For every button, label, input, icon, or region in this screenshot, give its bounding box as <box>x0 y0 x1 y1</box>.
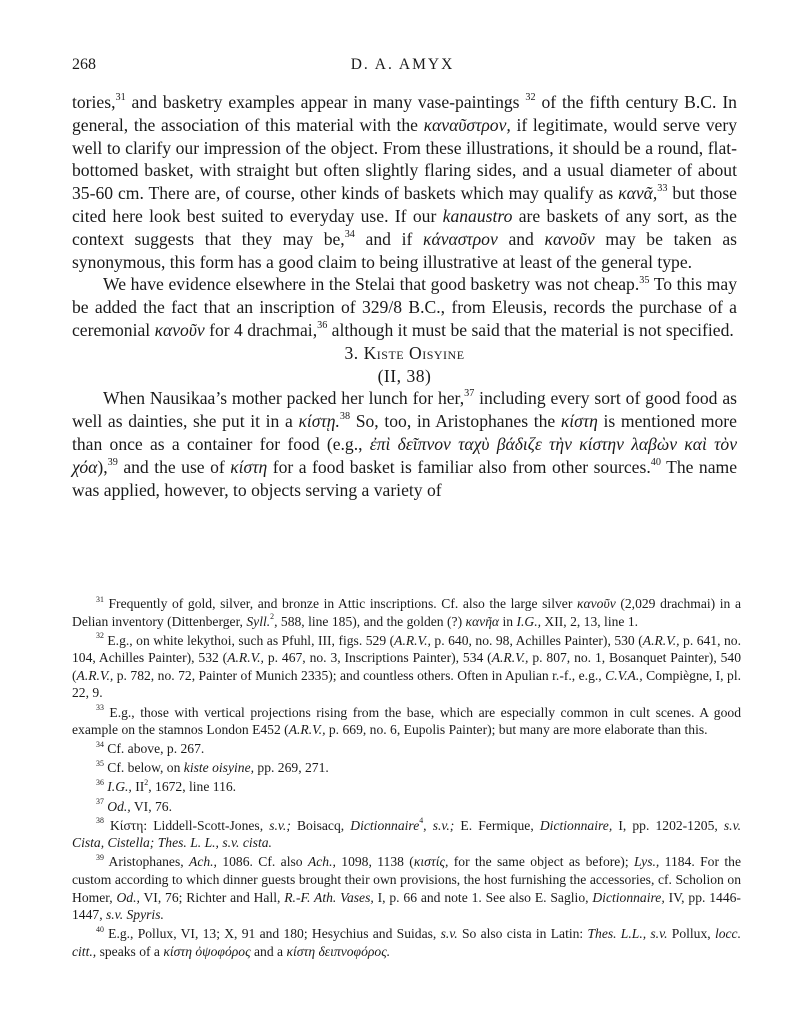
text-span: tories, <box>72 92 116 112</box>
citation-title: A.R.V., <box>227 650 264 666</box>
era-abbrev: B.C. <box>684 92 717 112</box>
italic-term: locc. citt., <box>72 926 741 959</box>
text-span: VI, 76; Richter and Hall, <box>139 889 285 905</box>
text-span: 1086. Cf. also <box>216 854 308 870</box>
citation-title: Lys., <box>634 854 660 870</box>
section-reference: (II, 38) <box>377 365 432 386</box>
edition-number: 4 <box>419 816 424 826</box>
citation-title: A.R.V., <box>288 722 326 738</box>
text-span: and the use of <box>117 456 231 477</box>
text-span: , <box>423 817 433 833</box>
edition-number: 2 <box>144 778 149 788</box>
text-span: II <box>131 779 145 795</box>
running-head: D. A. AMYX <box>350 56 455 73</box>
text-span: although it must be said that the material is not specified. <box>327 319 734 340</box>
text-span: E.g., Pollux, VI, 13; X, 91 and 180; Hesychius and Suidas, <box>103 926 441 942</box>
italic-term: s.v. <box>440 926 458 942</box>
text-span: speaks of a <box>96 943 164 959</box>
citation-title: I.G., <box>516 613 541 629</box>
footnote-number: 35 <box>96 759 104 769</box>
greek-term: κίστη <box>230 456 268 477</box>
body-paragraph-1 <box>72 91 737 273</box>
citation-title: Syll. <box>246 613 271 629</box>
text-span: from Eleusis, records the purchase of a ceremonial <box>72 297 737 340</box>
text-span: p. 640, no. 98, Achilles Painter), 530 ( <box>430 632 643 648</box>
footnote-ref[interactable]: 31 <box>115 92 126 104</box>
text-span: E. Fermique, <box>454 817 540 833</box>
citation-title: Od., <box>116 889 140 905</box>
footnote-ref[interactable]: 37 <box>464 388 475 400</box>
text-span: p. 641, no. 104, Achilles Painter), 532 ( <box>72 632 741 666</box>
footnote-number: 38 <box>96 816 104 826</box>
greek-term: κίστη ὀψοφόρος <box>163 943 251 959</box>
greek-term: κίστη δειπνοφόρος. <box>286 943 391 959</box>
citation-title: Ach., <box>189 854 217 870</box>
footnote-40 <box>72 925 741 960</box>
body-text <box>72 91 737 501</box>
text-span: So, too, in Aristophanes the <box>350 411 561 432</box>
greek-term: κανοῦν <box>154 319 205 340</box>
text-span: including every sort of good food as well as dainties, she put it in a <box>72 388 737 432</box>
greek-term: κίστῃ. <box>298 411 340 432</box>
italic-term: s.v. cista. <box>222 835 272 851</box>
footnote-number: 36 <box>96 778 104 788</box>
footnote-36 <box>72 778 741 796</box>
body-paragraph-2 <box>72 273 737 341</box>
footnote-ref[interactable]: 32 <box>525 92 536 104</box>
footnote-ref[interactable]: 39 <box>107 456 118 468</box>
text-span: p. 782, no. 72, Painter of Munich 2335); and countless others. Often in Apulian r.-f., e.g., <box>113 667 606 683</box>
footnote-ref[interactable]: 36 <box>317 320 328 332</box>
text-span: 1184. For the custom according to which dinner guests brought their own provisions, the host furnishing the accessories, cf. Scholion on Homer, <box>72 854 741 905</box>
citation-title: Dictionnaire, <box>592 889 665 905</box>
greek-term: κανᾶ, <box>618 183 658 204</box>
text-span: Cf. below, on <box>103 760 184 776</box>
italic-term: s.v. Spyris. <box>105 907 164 923</box>
text-span: , 1672, line 116. <box>148 779 237 795</box>
text-span: I, pp. 1202-1205, <box>612 817 724 833</box>
section-heading: 3. Kiste Oisyine <box>344 342 465 363</box>
text-span: and if <box>354 228 424 249</box>
greek-term: κανῆα <box>465 613 500 629</box>
greek-term: καναῦστρον, <box>423 114 511 135</box>
footnote-32 <box>72 632 741 702</box>
citation-title: Thes. L. L., <box>157 835 219 851</box>
text-span: Compiègne, I, pl. 22, 9. <box>72 667 741 701</box>
text-span: XII, 2, 13, line 1. <box>541 613 639 629</box>
text-span: E.g., those with vertical projections rising from the base, which are especially common in cult scenes. A good example on the stamnos London E452 ( <box>72 704 741 738</box>
text-span: for 4 drachmai, <box>204 319 318 340</box>
text-span: in <box>499 613 517 629</box>
greek-term: κιστίς, <box>413 854 449 870</box>
footnote-38 <box>72 817 741 852</box>
citation-title: R.-F. Ath. Vases, <box>284 889 374 905</box>
text-span: So also cista in Latin: <box>457 926 588 942</box>
footnote-ref[interactable]: 38 <box>339 411 351 423</box>
text-span: p. 807, no. 1, Bosanquet Painter), 540 ( <box>72 650 741 683</box>
text-span: E.g., on white lekythoi, such as Pfuhl, III, figs. 529 ( <box>103 632 395 648</box>
text-span: In general, the association of this material with the <box>72 92 737 135</box>
citation-title: C.V.A., <box>605 667 643 683</box>
footnote-34 <box>72 740 741 758</box>
text-span: and a <box>250 943 287 959</box>
footnote-number: 32 <box>96 631 104 641</box>
text-span: is mentioned more than once as a container for food (e.g., <box>72 411 737 454</box>
text-span: p. 669, no. 6, Eupolis Painter); but many are more elaborate than this. <box>325 722 708 738</box>
greek-term: κίστη <box>560 411 598 432</box>
text-span: The name was applied, however, to objects serving a variety of <box>72 456 738 500</box>
text-span: ), <box>97 456 108 477</box>
italic-term: s.v. Cista, Cistella; <box>72 817 742 851</box>
text-span: Κίστη: Liddell-Scott-Jones, <box>103 817 270 833</box>
italic-term: kiste oisyine, <box>183 760 255 776</box>
citation-title: A.R.V., <box>76 667 114 683</box>
greek-term: κανοῦν <box>544 228 595 249</box>
text-span: When Nausikaa’s mother packed her lunch for her, <box>103 388 465 409</box>
text-span: (2,029 drachmai) in a Delian inventory (Dittenberger, <box>72 596 741 629</box>
era-abbrev: B.C., <box>408 297 446 318</box>
citation-title: I.G., <box>107 779 132 795</box>
text-span: Boisacq, <box>290 817 351 833</box>
greek-term: κανοῦν <box>576 596 616 611</box>
page-header <box>72 56 733 78</box>
footnote-number: 37 <box>96 797 104 807</box>
text-span: of the fifth century <box>535 92 685 112</box>
citation-title: Od., <box>107 798 131 814</box>
footnote-ref[interactable]: 34 <box>344 228 355 240</box>
citation-title: Ach., <box>307 854 336 870</box>
footnote-35 <box>72 759 741 777</box>
footnote-number: 40 <box>96 924 104 934</box>
italic-term: s.v.; <box>432 817 455 833</box>
text-span: To this may be added the fact that an inscription of 329/8 <box>72 274 737 318</box>
greek-term: κάναστρον <box>423 228 498 249</box>
citation-title: A.R.V., <box>491 650 529 666</box>
citation-title: A.R.V., <box>394 632 431 648</box>
text-span: pp. 269, 271. <box>254 760 329 776</box>
text-span: VI, 76. <box>130 798 172 814</box>
citation-title: A.R.V., <box>642 632 680 648</box>
footnote-ref[interactable]: 33 <box>657 183 668 195</box>
footnote-39 <box>72 853 741 923</box>
page-number: 268 <box>72 56 96 73</box>
footnote-31 <box>72 595 741 630</box>
footnote-number: 39 <box>96 853 104 862</box>
edition-number: 2 <box>270 612 275 622</box>
text-span: if legitimate, would serve very well to clarify our impression of the object. From these illustrations, it should be a round, flat-bottomed basket, with straight but often slightly flaring sides, and a usual diameter of about 35-60 cm. There are, of course, other kinds of baskets which may qualify as <box>72 114 737 204</box>
text-span: I, p. 66 and note 1. See also E. Saglio, <box>373 889 593 905</box>
text-span: but those cited here look best suited to everyday use. If our <box>72 183 737 226</box>
text-span: IV, pp. 1446-1447, <box>72 889 741 923</box>
text-span: We have evidence elsewhere in the Stelai that good basketry was not cheap. <box>103 274 640 295</box>
footnote-37 <box>72 798 741 816</box>
footnote-33 <box>72 704 741 739</box>
footnote-ref[interactable]: 35 <box>639 274 650 286</box>
citation-title: Dictionnaire <box>350 817 420 833</box>
citation-title: Thes. L.L., s.v. <box>587 926 668 942</box>
text-span: may be taken as synonymous, this form has a good claim to being illustrative at least of the general type. <box>72 228 737 272</box>
body-paragraph-3 <box>72 387 737 501</box>
footnote-number: 31 <box>96 594 104 604</box>
text-span: for a food basket is familiar also from other sources. <box>267 456 651 477</box>
italic-term: s.v.; <box>269 817 291 833</box>
text-span: 1098, 1138 ( <box>335 854 414 870</box>
footnote-number: 34 <box>96 739 104 749</box>
text-span: and basketry examples appear in many vase-paintings <box>125 92 526 112</box>
text-span: and <box>497 228 545 249</box>
citation-title: Dictionnaire, <box>539 817 613 833</box>
text-span: for the same object as before); <box>448 854 634 870</box>
text-span: Cf. above, p. 267. <box>103 741 205 757</box>
footnote-ref[interactable]: 40 <box>650 456 661 468</box>
footnote-number: 33 <box>96 703 104 713</box>
greek-quote: ἐπὶ δεῖπνον ταχὺ βάδιζε τὴν κίστην λαβὼν καὶ τὸν χόα <box>72 433 738 477</box>
text-span: p. 467, no. 3, Inscriptions Painter), 534 ( <box>263 650 492 666</box>
text-span: Aristophanes, <box>103 854 190 870</box>
text-span: , 588, line 185), and the golden (?) <box>274 613 466 629</box>
footnotes <box>72 595 741 962</box>
italic-term: kanaustro <box>442 205 513 226</box>
text-span: Frequently of gold, silver, and bronze in Attic inscriptions. Cf. also the large silver <box>103 596 577 611</box>
text-span: are baskets of any sort, as the context suggests that they may be, <box>72 205 737 249</box>
text-span: Pollux, <box>667 926 715 942</box>
